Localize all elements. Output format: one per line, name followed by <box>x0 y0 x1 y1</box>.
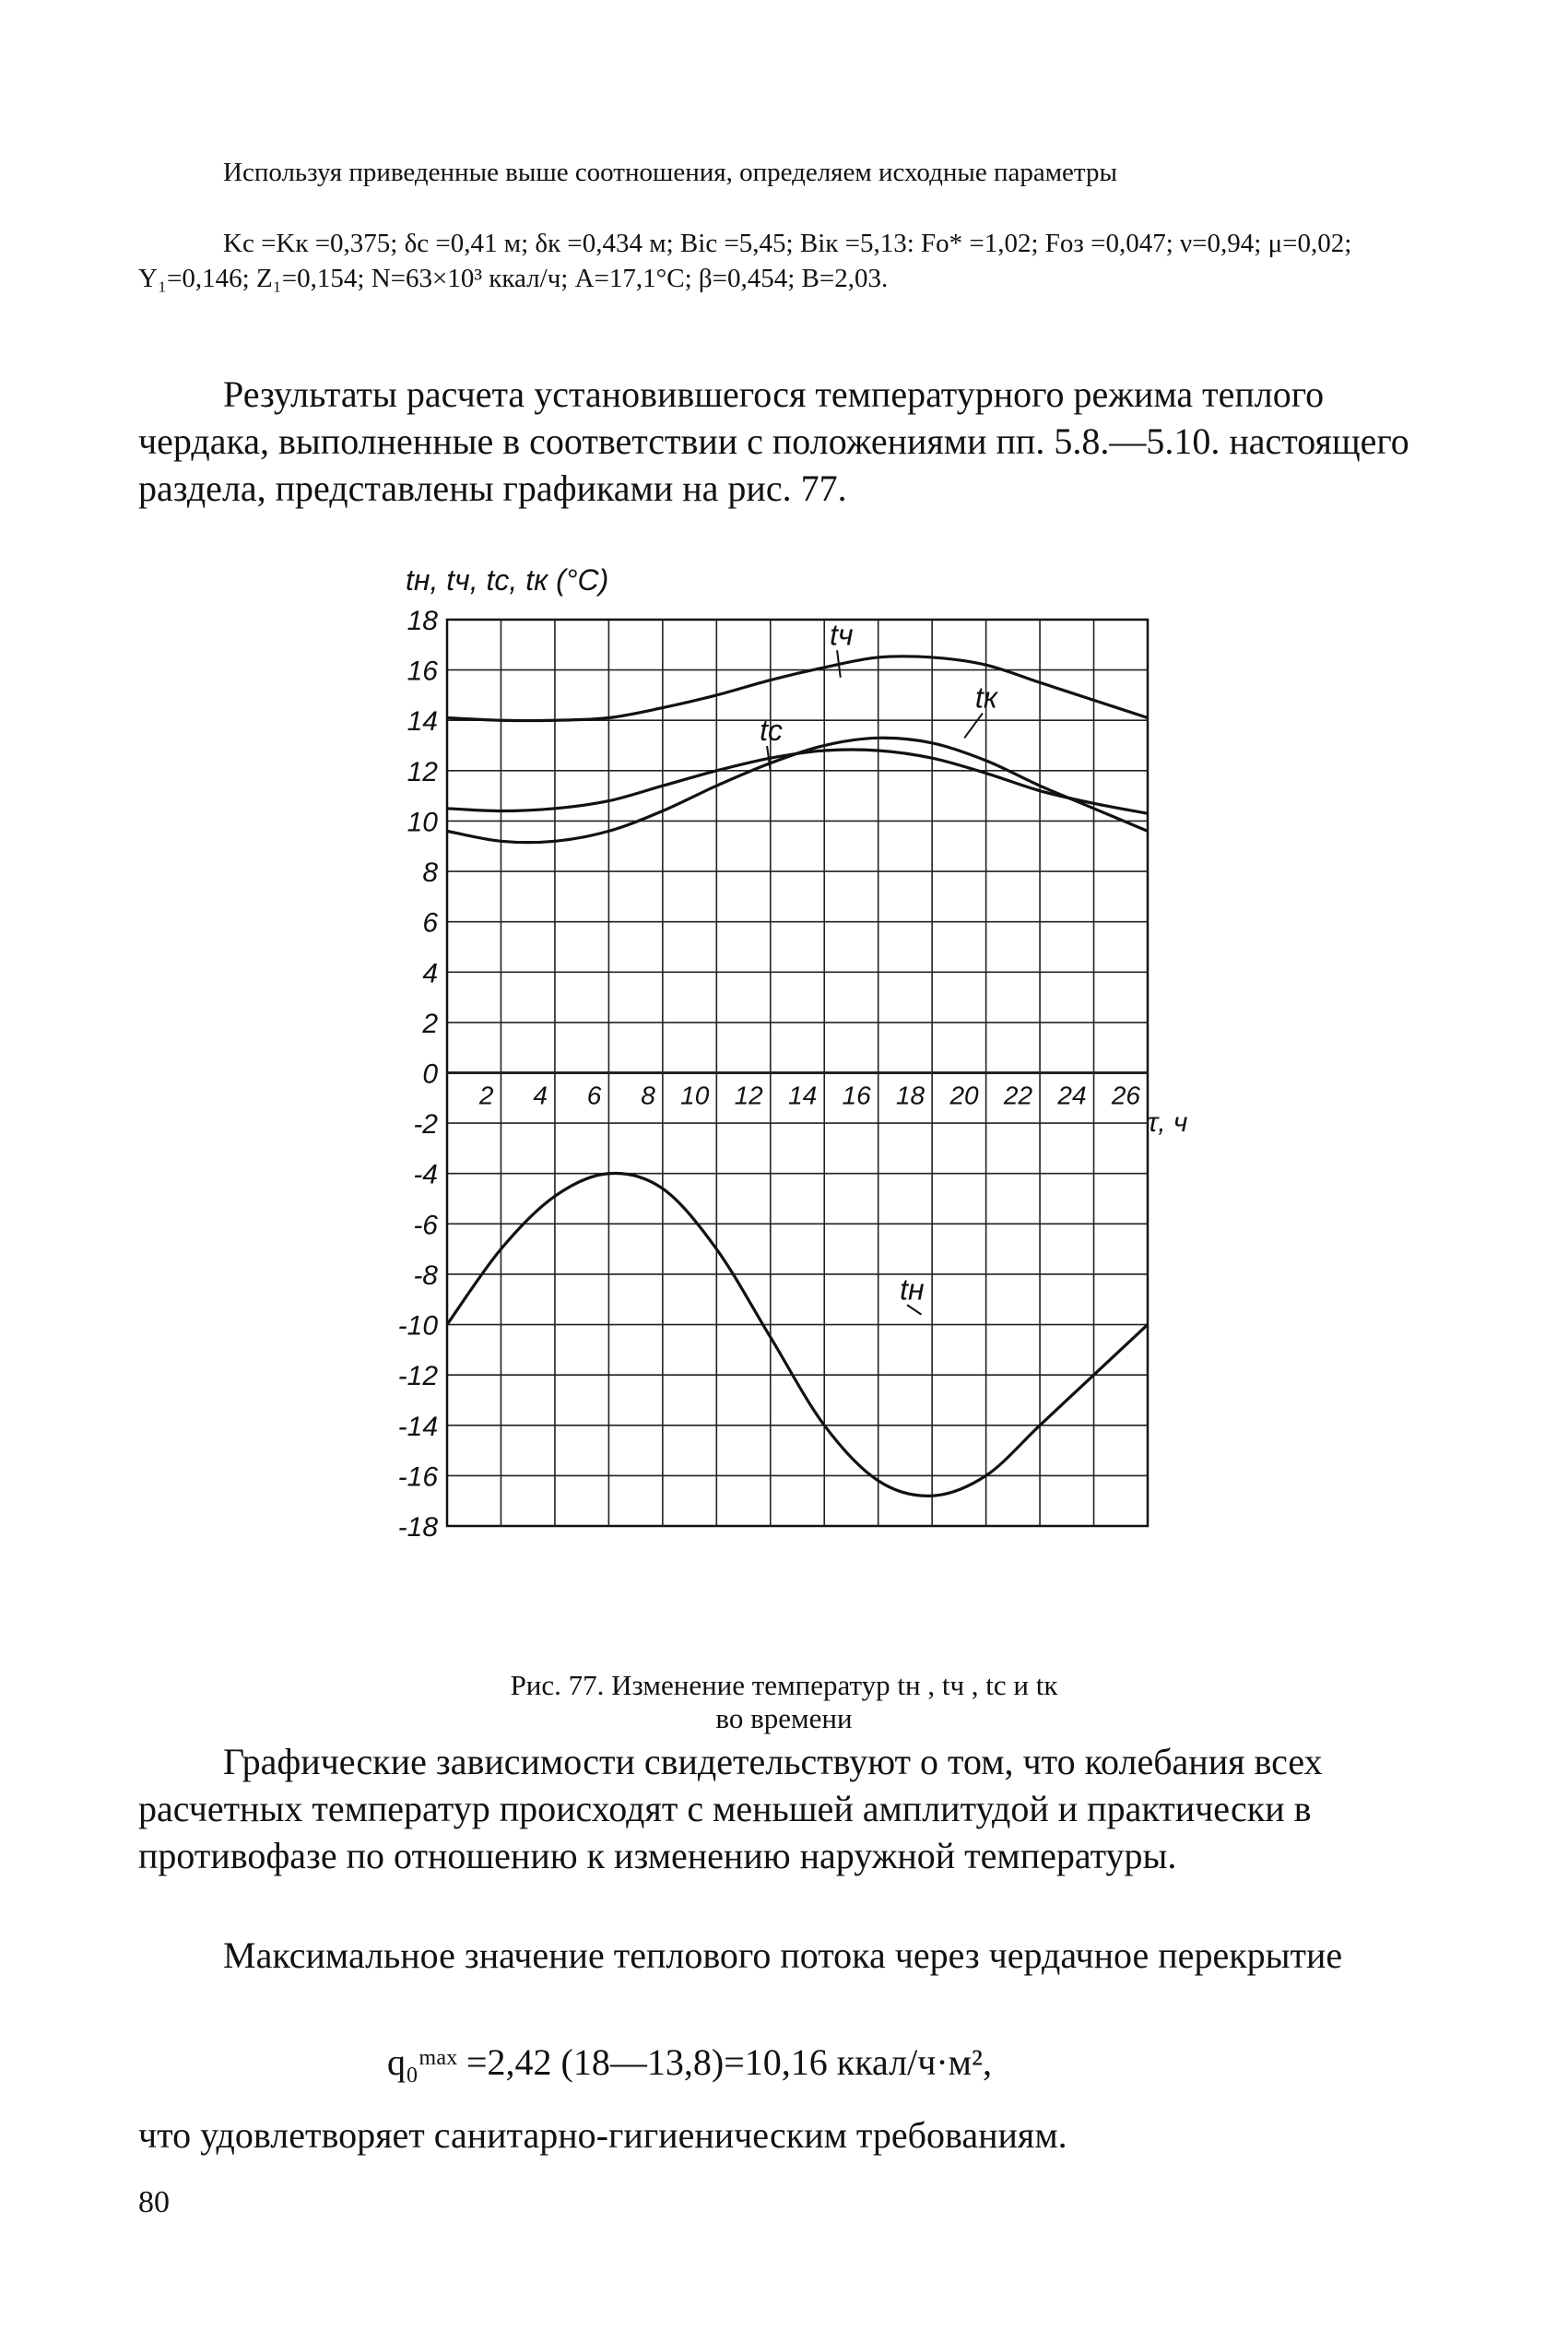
x-tick-label: 26 <box>1111 1081 1140 1110</box>
intro-line: Используя приведенные выше соотношения, определяем исходные параметры <box>223 158 1117 187</box>
x-tick-label: 4 <box>533 1081 548 1110</box>
y-tick-label: 6 <box>422 907 438 939</box>
series-line-tс <box>447 750 1148 813</box>
x-tick-label: 2 <box>478 1081 494 1110</box>
y-tick-labels <box>398 606 439 1543</box>
series-label-tс: tс <box>760 714 783 748</box>
x-tick-label: 8 <box>641 1081 655 1110</box>
y-tick-label: 8 <box>422 858 438 889</box>
y-tick-label: -18 <box>397 1512 438 1543</box>
x-tick-label: 16 <box>842 1081 871 1110</box>
params-line: Kс =Kк =0,375; δс =0,41 м; δк =0,434 м; Biс =5,45; Biк =5,13: Fo* =1,02; Foз =0,047; ν=0,94; μ=0,02; Y₁=0,146; Z₁=0,154; N=63×10³ ккал/ч; A=17,1°C; β=0,454; B=2,03. <box>138 229 1352 293</box>
y-tick-label: 0 <box>422 1059 438 1090</box>
caption-line2: во времени <box>715 1702 853 1734</box>
y-tick-label: -10 <box>397 1310 438 1342</box>
max-flow-paragraph <box>138 1932 1429 1979</box>
series-label-tк: tк <box>974 680 997 715</box>
x-tick-label: 22 <box>1003 1081 1033 1110</box>
x-tick-label: 14 <box>788 1081 818 1110</box>
temperature-chart <box>350 562 1235 1614</box>
final-line: что удовлетворяет санитарно-гигиеническим требованиям. <box>138 2114 1067 2156</box>
y-tick-label: 12 <box>407 756 438 787</box>
x-axis-label: τ, ч <box>1148 1107 1188 1138</box>
conclusion-paragraph <box>138 1738 1429 1879</box>
y-axis-label: tн, tч, tс, tк (°C) <box>406 563 609 597</box>
x-tick-label: 18 <box>895 1081 925 1110</box>
x-tick-label: 24 <box>1057 1081 1087 1110</box>
x-tick-label: 20 <box>949 1081 979 1110</box>
figure-caption <box>0 1669 1568 1735</box>
label-leader-tн <box>907 1305 921 1314</box>
x-tick-label: 6 <box>586 1081 602 1110</box>
page-number: 80 <box>138 2185 170 2219</box>
results-text: Результаты расчета установившегося температурного режима теплого чердака, выполненные в соответствии с положениями пп. 5.8.—5.10. настоящего раздела, представлены графиками на рис. 77. <box>138 373 1409 509</box>
y-tick-label: 18 <box>407 606 438 636</box>
y-tick-label: -2 <box>413 1109 438 1141</box>
x-tick-labels <box>478 1082 1141 1110</box>
max-flow-text: Максимальное значение теплового потока через чердачное перекрытие <box>223 1934 1343 1976</box>
y-tick-label: 2 <box>422 1008 438 1039</box>
label-leader-tк <box>964 714 983 739</box>
chart-grid <box>447 620 1148 1526</box>
y-tick-label: -12 <box>397 1361 438 1392</box>
y-tick-label: -16 <box>397 1461 438 1493</box>
x-tick-label: 12 <box>734 1081 763 1110</box>
series-label-tн: tн <box>900 1272 925 1307</box>
y-tick-label: -14 <box>397 1411 438 1442</box>
formula: q₀ᵐᵃˣ =2,42 (18—13,8)=10,16 ккал/ч·м², <box>387 2041 992 2083</box>
conclusion-text: Графические зависимости свидетельствуют о том, что колебания всех расчетных температур происходят с меньшей амплитудой и практически в противофазе по отношению к изменению наружной температуры. <box>138 1741 1323 1876</box>
series-labels <box>760 618 999 1314</box>
y-tick-label: 14 <box>407 706 438 738</box>
params-text <box>138 226 1429 296</box>
y-tick-label: -8 <box>413 1260 438 1291</box>
intro-text <box>138 155 1429 190</box>
caption-line1: Рис. 77. Изменение температур tн , tч , tс и tк <box>510 1669 1058 1701</box>
y-tick-label: -4 <box>413 1159 438 1190</box>
y-tick-label: 10 <box>407 807 438 838</box>
series-line-tн <box>447 1173 1148 1496</box>
series-lines <box>447 656 1148 1496</box>
results-paragraph <box>138 371 1429 512</box>
y-tick-label: 4 <box>422 958 438 989</box>
y-tick-label: -6 <box>413 1210 438 1241</box>
series-line-tч <box>447 656 1148 721</box>
series-label-tч: tч <box>830 618 854 652</box>
y-tick-label: 16 <box>407 656 438 687</box>
x-tick-label: 10 <box>680 1081 710 1110</box>
